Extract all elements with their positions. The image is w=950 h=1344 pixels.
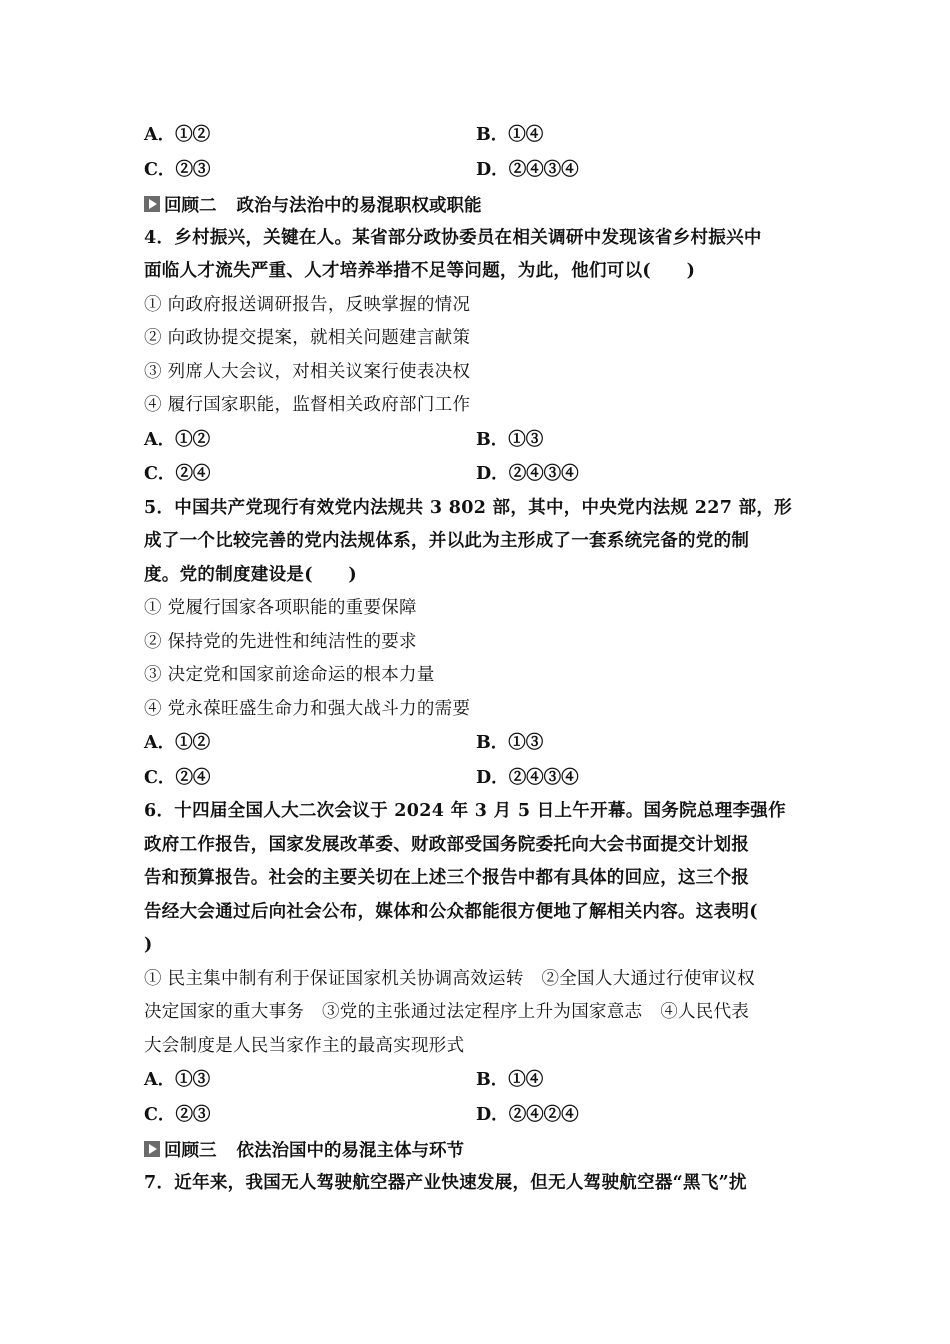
q6-stem-line-1: 6．十四届全国人大二次会议于 2024 年 3 月 5 日上午开幕。国务院总理李强作 xyxy=(144,801,786,821)
q4-item-2: ② 向政协提交提案，就相关问题建言献策 xyxy=(144,328,471,348)
q5-item-4: ④ 党永葆旺盛生命力和强大战斗力的需要 xyxy=(144,698,471,719)
q3-option-b[interactable]: B．①④ xyxy=(476,125,544,145)
q5-option-c[interactable]: C．②④ xyxy=(144,767,211,788)
q5-item-2: ② 保持党的先进性和纯洁性的要求 xyxy=(144,631,417,652)
q6-option-c[interactable]: C．②③ xyxy=(144,1104,211,1125)
q5-item-1: ① 党履行国家各项职能的重要保障 xyxy=(144,598,417,618)
section-title: 回顾二 xyxy=(164,195,217,216)
q6-option-b[interactable]: B．①④ xyxy=(476,1070,544,1090)
q6-items-line-2: 决定国家的重大事务 ③党的主张通过法定程序上升为国家意志 ④人民代表 xyxy=(144,1002,750,1022)
q3-options-row-2 xyxy=(144,153,808,188)
q6-items-line-3: 大会制度是人民当家作主的最高实现形式 xyxy=(144,1035,465,1056)
section-subtitle: 政治与法治中的易混职权或职能 xyxy=(236,195,482,216)
play-triangle-icon xyxy=(144,1141,160,1157)
q5-stem-line-3: 度。党的制度建设是( ) xyxy=(144,564,357,585)
section-heading-3 xyxy=(144,1132,808,1167)
q5-options-row-2 xyxy=(144,761,808,796)
q5-options-row-1 xyxy=(144,726,808,761)
q4-option-b[interactable]: B．①③ xyxy=(476,429,544,450)
q5-option-a[interactable]: A．①② xyxy=(144,733,211,753)
q5-item-3: ③ 决定党和国家前途命运的根本力量 xyxy=(144,665,435,685)
q6-option-d[interactable]: D．②④②④ xyxy=(476,1104,579,1125)
q5-option-d[interactable]: D．②④③④ xyxy=(476,767,579,788)
q3-options-row-1 xyxy=(144,118,808,153)
q4-stem-line-1: 4．乡村振兴，关键在人。某省部分政协委员在相关调研中发现该省乡村振兴中 xyxy=(144,227,762,248)
q3-option-a[interactable]: A．①② xyxy=(144,125,211,145)
q6-options-row-2 xyxy=(144,1098,808,1133)
play-triangle-icon xyxy=(144,196,160,212)
q5-stem-line-1: 5．中国共产党现行有效党内法规共 3 802 部，其中，中央党内法规 227 部，形 xyxy=(144,497,792,518)
q4-item-4: ④ 履行国家职能，监督相关政府部门工作 xyxy=(144,395,471,415)
q3-option-c[interactable]: C．②③ xyxy=(144,159,211,180)
document-page xyxy=(144,118,808,1200)
q6-stem-line-4: 告经大会通过后向社会公布，媒体和公众都能很方便地了解相关内容。这表明( xyxy=(144,901,758,922)
q5-option-b[interactable]: B．①③ xyxy=(476,733,544,753)
q4-item-3: ③ 列席人大会议，对相关议案行使表决权 xyxy=(144,361,471,382)
q4-option-c[interactable]: C．②④ xyxy=(144,464,211,484)
section-heading-2 xyxy=(144,187,808,222)
q5-stem-line-2: 成了一个比较完善的党内法规体系，并以此为主形成了一套系统完备的党的制 xyxy=(144,531,750,551)
section-title: 回顾三 xyxy=(164,1140,217,1161)
q6-items-line-1: ① 民主集中制有利于保证国家机关协调高效运转 ②全国人大通过行使审议权 xyxy=(144,968,756,989)
q4-item-1: ① 向政府报送调研报告，反映掌握的情况 xyxy=(144,294,471,315)
q6-stem-line-2: 政府工作报告，国家发展改革委、财政部受国务院委托向大会书面提交计划报 xyxy=(144,834,750,855)
q6-stem-line-3: 告和预算报告。社会的主要关切在上述三个报告中都有具体的回应，这三个报 xyxy=(144,868,750,888)
q4-options-row-2 xyxy=(144,457,808,492)
q3-option-d[interactable]: D．②④③④ xyxy=(476,159,579,180)
q6-option-a[interactable]: A．①③ xyxy=(144,1070,211,1090)
q4-options-row-1 xyxy=(144,423,808,458)
q6-options-row-1 xyxy=(144,1063,808,1098)
q4-option-a[interactable]: A．①② xyxy=(144,429,211,450)
q7-stem-line-1: 7．近年来，我国无人驾驶航空器产业快速发展，但无人驾驶航空器“黑飞”扰 xyxy=(144,1172,747,1193)
q4-option-d[interactable]: D．②④③④ xyxy=(476,464,579,484)
q4-stem-line-2: 面临人才流失严重、人才培养举措不足等问题，为此，他们可以( ) xyxy=(144,261,696,281)
q6-stem-line-5: ) xyxy=(144,935,153,955)
section-subtitle: 依法治国中的易混主体与环节 xyxy=(236,1140,464,1161)
